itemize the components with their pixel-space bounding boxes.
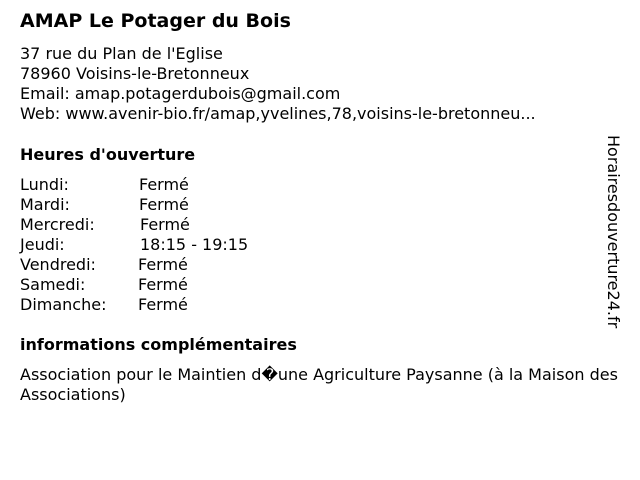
hours-value: Fermé (139, 175, 189, 194)
day-label: Vendredi: (20, 255, 96, 274)
hours-value: Fermé (138, 295, 188, 314)
hours-row-sunday (20, 295, 248, 315)
hours-row-tuesday (20, 195, 248, 215)
hours-row-thursday (20, 235, 248, 255)
street-address: 37 rue du Plan de l'Eglise (20, 44, 223, 63)
hours-value: Fermé (138, 275, 188, 294)
business-title: AMAP Le Potager du Bois (20, 10, 291, 32)
day-label: Lundi: (20, 175, 69, 194)
hours-row-monday (20, 175, 248, 195)
hours-value: Fermé (140, 215, 190, 234)
hours-value: Fermé (139, 195, 189, 214)
email-line: Email: amap.potagerdubois@gmail.com (20, 84, 341, 103)
business-description: Association pour le Maintien d�une Agriculture Paysanne (à la Maison des Associations) (20, 365, 618, 404)
hours-row-wednesday (20, 215, 248, 235)
opening-hours-table (20, 175, 248, 315)
day-label: Samedi: (20, 275, 86, 294)
day-label: Jeudi: (20, 235, 65, 254)
day-label: Mercredi: (20, 215, 95, 234)
city-postal-code: 78960 Voisins-le-Bretonneux (20, 64, 250, 83)
opening-hours-heading: Heures d'ouverture (20, 145, 196, 164)
day-label: Dimanche: (20, 295, 107, 314)
hours-row-friday (20, 255, 248, 275)
hours-value: Fermé (138, 255, 188, 274)
site-watermark: Horairesdouverture24.fr (604, 135, 623, 329)
website-line: Web: www.avenir-bio.fr/amap,yvelines,78,voisins-le-bretonneu... (20, 104, 536, 123)
additional-info-heading: informations complémentaires (20, 335, 297, 354)
hours-row-saturday (20, 275, 248, 295)
hours-value: 18:15 - 19:15 (140, 235, 249, 254)
day-label: Mardi: (20, 195, 70, 214)
contact-block (20, 44, 536, 124)
